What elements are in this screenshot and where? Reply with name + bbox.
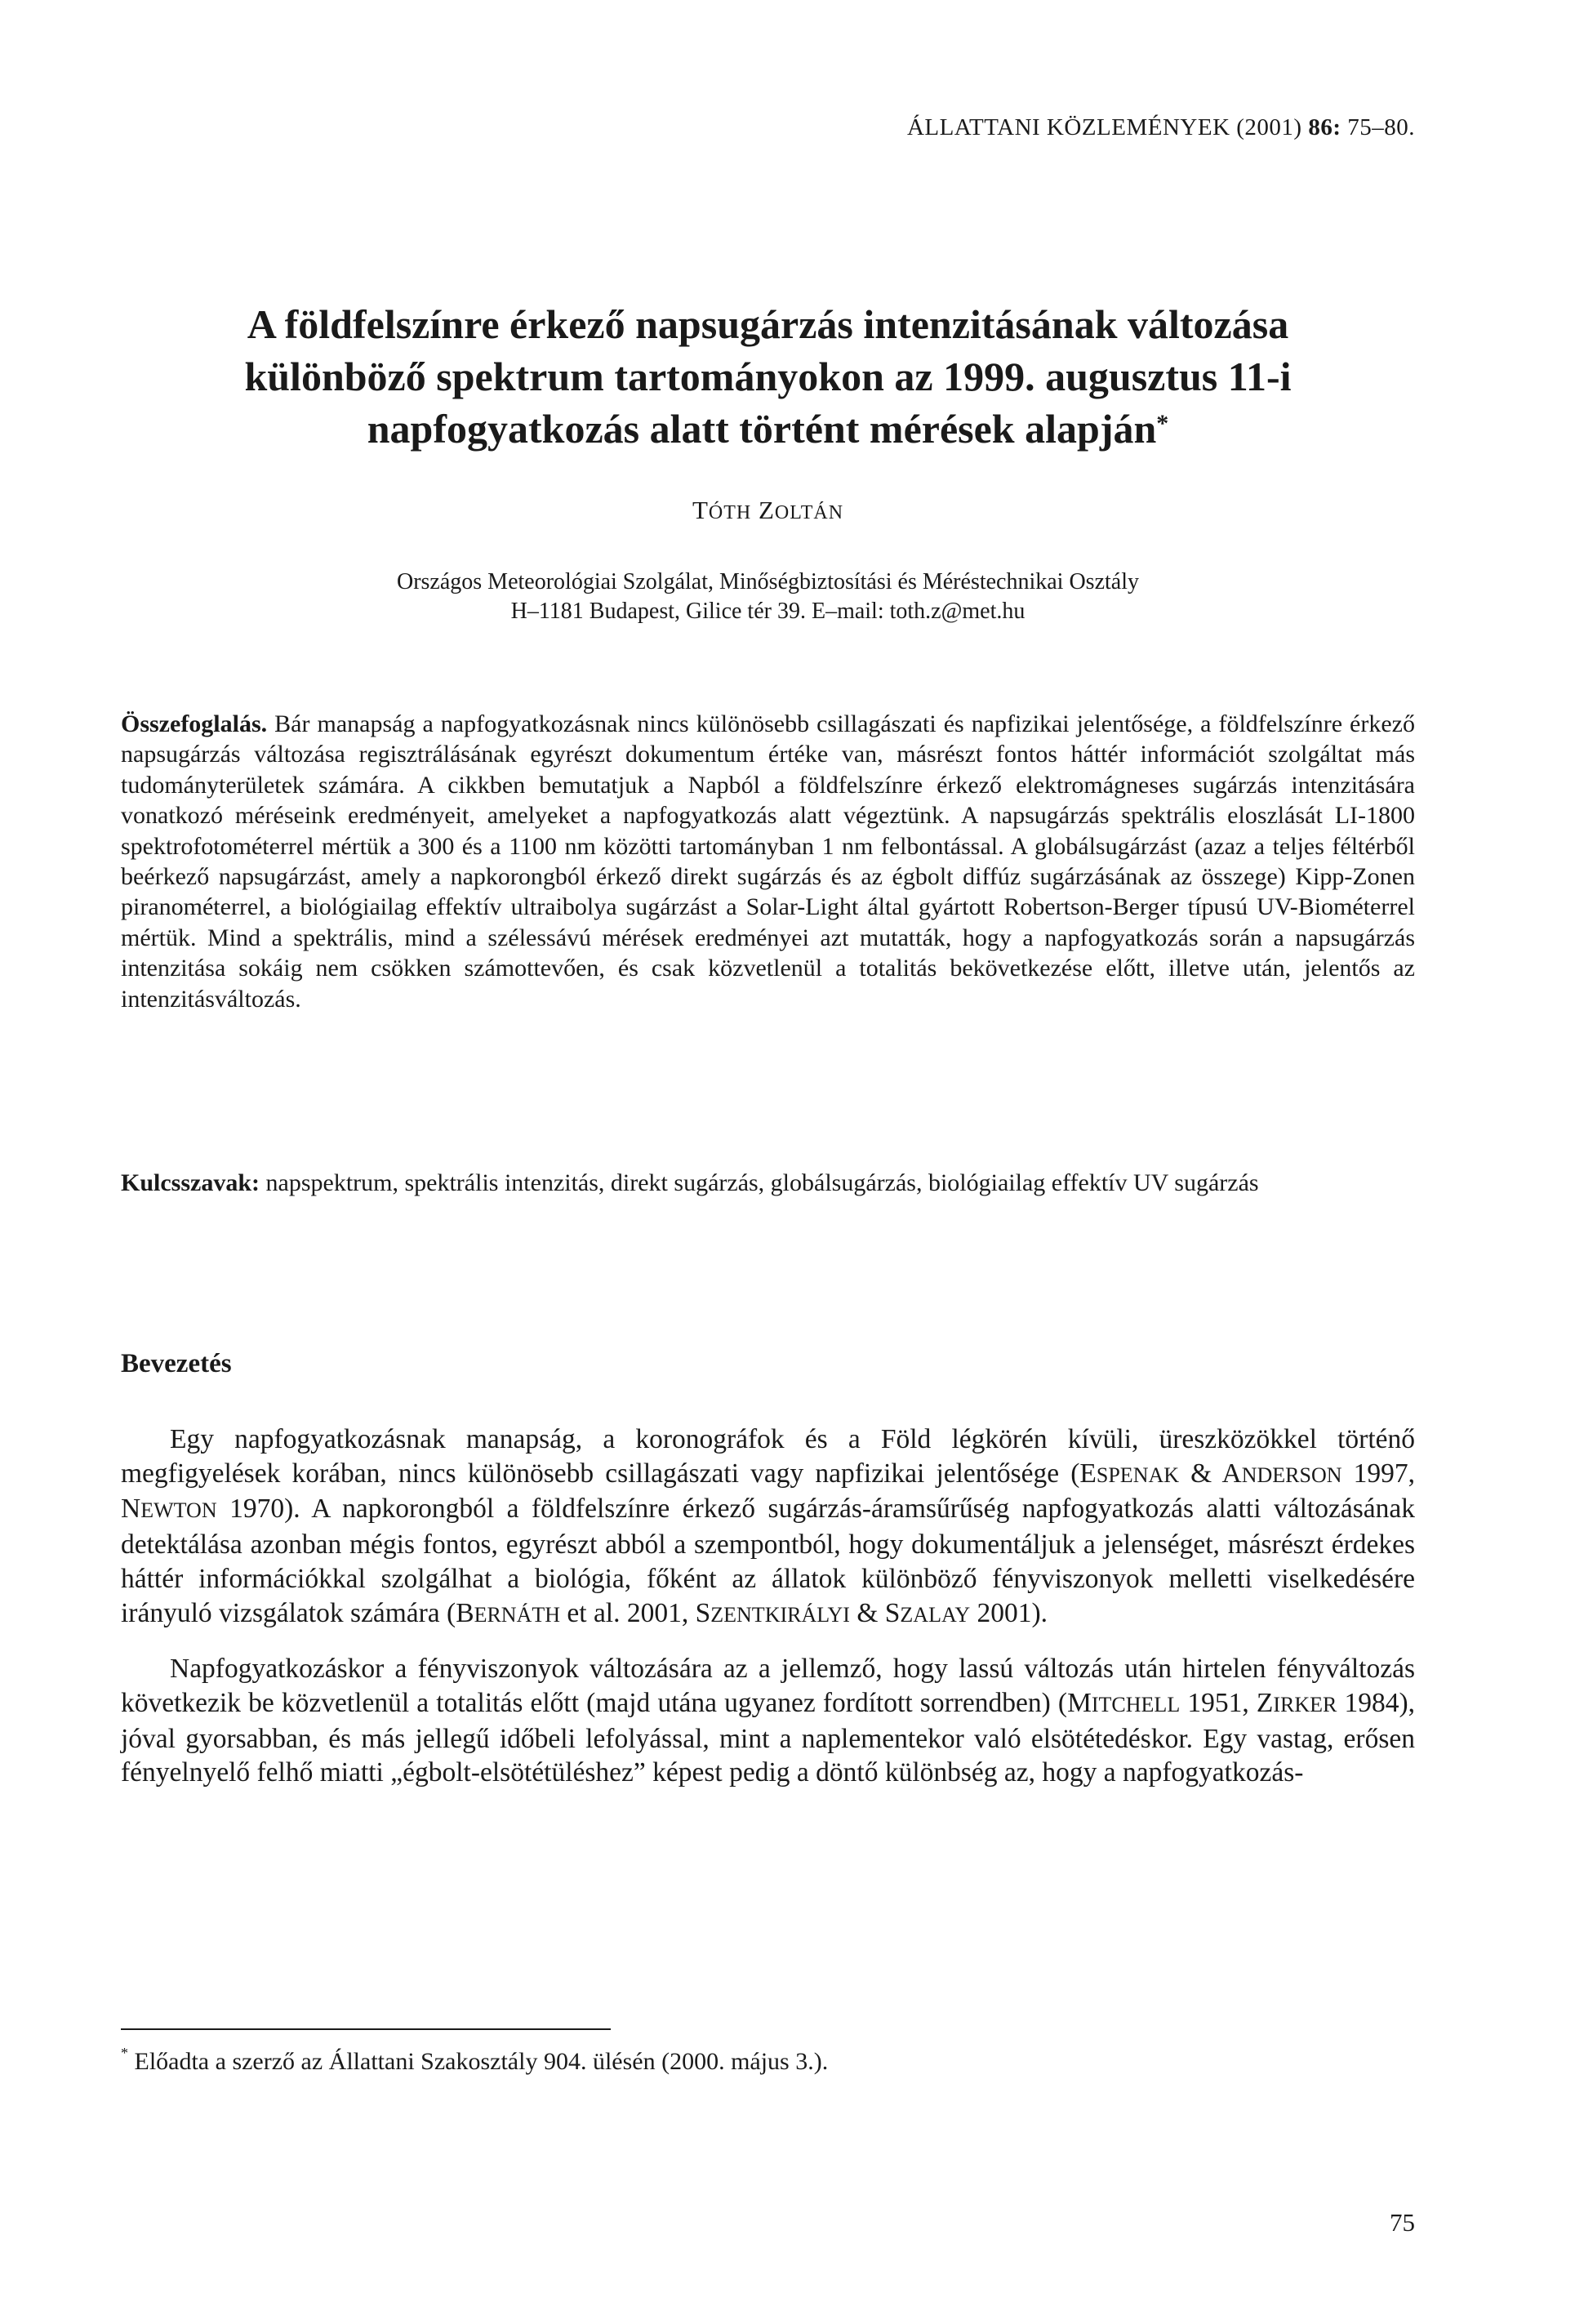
title-line-2: különböző spektrum tartományokon az 1999. augusztus 11-i: [244, 354, 1292, 399]
citation-author: BERNÁTH: [456, 1597, 561, 1628]
paper-title: [121, 298, 1415, 455]
footnote-divider: [121, 2028, 611, 2030]
title-line-3: napfogyatkozás alatt történt mérések alapján: [367, 406, 1157, 452]
footnote: [121, 2045, 829, 2076]
author-affiliation: [121, 568, 1415, 626]
journal-volume: 86:: [1308, 114, 1341, 140]
journal-name: ÁLLATTANI KÖZLEMÉNYEK (2001): [906, 114, 1302, 140]
citation-author: SZENTKIRÁLYI: [695, 1597, 850, 1628]
keywords: [121, 1168, 1415, 1198]
affiliation-line-2: H–1181 Budapest, Gilice tér 39. E–mail: toth.z@met.hu: [510, 599, 1026, 624]
keywords-label: Kulcsszavak:: [121, 1169, 260, 1196]
title-block: [121, 298, 1415, 626]
citation-author: ESPENAK: [1079, 1458, 1180, 1489]
footnote-mark: *: [121, 2045, 128, 2061]
citation-author: SZALAY: [884, 1597, 971, 1628]
body-paragraph-2: Napfogyatkozáskor a fényviszonyok változására az a jellemző, hogy lassú változás után hirtelen fényváltozás következik be közvetlenül a totalitás előtt (majd utána ugyanez fordított sorrendben) (MITCHELL 1951, ZIRKER 1984), jóval gyorsabban, és más jellegű időbeli lefolyással, mint a naplementekor való elsötétedéskor. Egy vastag, erősen fényelnyelő felhő miatti „égbolt-elsötétüléshez” képest pedig a döntő különbség az, hogy a napfogyatkozás-: [121, 1654, 1415, 1788]
journal-pages: 75–80.: [1347, 114, 1415, 140]
keywords-text: napspektrum, spektrális intenzitás, direkt sugárzás, globálsugárzás, biológiailag effektív UV sugárzás: [265, 1169, 1259, 1196]
author-name: TÓTH ZOLTÁN: [692, 496, 844, 524]
abstract: [121, 709, 1415, 1014]
affiliation-line-1: Országos Meteorológiai Szolgálat, Minőségbiztosítási és Méréstechnikai Osztály: [396, 569, 1139, 594]
abstract-text: Bár manapság a napfogyatkozásnak nincs különösebb csillagászati és napfizikai jelentősége, a földfelszínre érkező napsugárzás változása regisztrálásának egyrészt dokumentum értéke van, másrészt fontos háttér információt szolgáltat más tudományterületek számára. A cikkben bemutatjuk a Napból a földfelszínre érkező elektromágneses sugárzás intenzitására vonatkozó méréseink eredményeit, amelyeket a napfogyatkozás alatt végeztünk. A napsugárzás spektrális eloszlását LI-1800 spektrofotométerrel mértük a 300 és a 1100 nm közötti tartományban 1 nm felbontással. A globálsugárzást (azaz a teljes féltérből beérkező napsugárzást, amely a napkorongból érkező direkt sugárzás és az égbolt diffúz sugárzásának az összege) Kipp-Zonen piranométerrel, a biológiailag effektív ultraibolya sugárzást a Solar-Light által gyártott Robertson-Berger típusú UV-Biométerrel mértük. Mind a spektrális, mind a szélessávú mérések eredményei azt mutatták, hogy a napfogyatkozás során a napsugárzás intenzitása sokáig nem csökken számottevően, és csak közvetlenül a totalitás bekövetkezése előtt, illetve után, jelentős az intenzitásváltozás.: [121, 710, 1415, 1013]
running-head: [907, 114, 1415, 141]
paper-page: [121, 0, 1415, 2324]
title-footnote-mark: *: [1156, 410, 1169, 437]
citation-author: ZIRKER: [1256, 1687, 1337, 1718]
body-paragraph-1: Egy napfogyatkozásnak manapság, a koronográfok és a Föld légkörén kívüli, üreszközökkel történő megfigyelések korában, nincs különösebb csillagászati vagy napfizikai jelentősége (ESPENAK & ANDERSON 1997, NEWTON 1970). A napkorongból a földfelszínre érkező sugárzás-áramsűrűség napfogyatkozás alatti változásának detektálása azonban mégis fontos, egyrészt abból a szempontból, hogy dokumentáljuk a jelenséget, másrészt érdekes háttér információkkal szolgálhat a biológia, főként az állatok különböző fényviszonyok melletti viselkedésére irányuló vizsgálatok számára (BERNÁTH et al. 2001, SZENTKIRÁLYI & SZALAY 2001).: [121, 1424, 1416, 1628]
citation-author: NEWTON: [121, 1494, 217, 1525]
citation-author: MITCHELL: [1067, 1687, 1181, 1718]
page-number: 75: [1390, 2208, 1415, 2237]
footnote-text: Előadta a szerző az Állattani Szakosztály 904. ülésén (2000. május 3.).: [134, 2048, 829, 2075]
body-text: [121, 1422, 1415, 1810]
abstract-label: Összefoglalás.: [121, 710, 268, 737]
title-line-1: A földfelszínre érkező napsugárzás intenzitásának változása: [247, 301, 1289, 347]
section-heading-introduction: Bevezetés: [121, 1349, 232, 1378]
citation-author: ANDERSON: [1221, 1458, 1342, 1489]
